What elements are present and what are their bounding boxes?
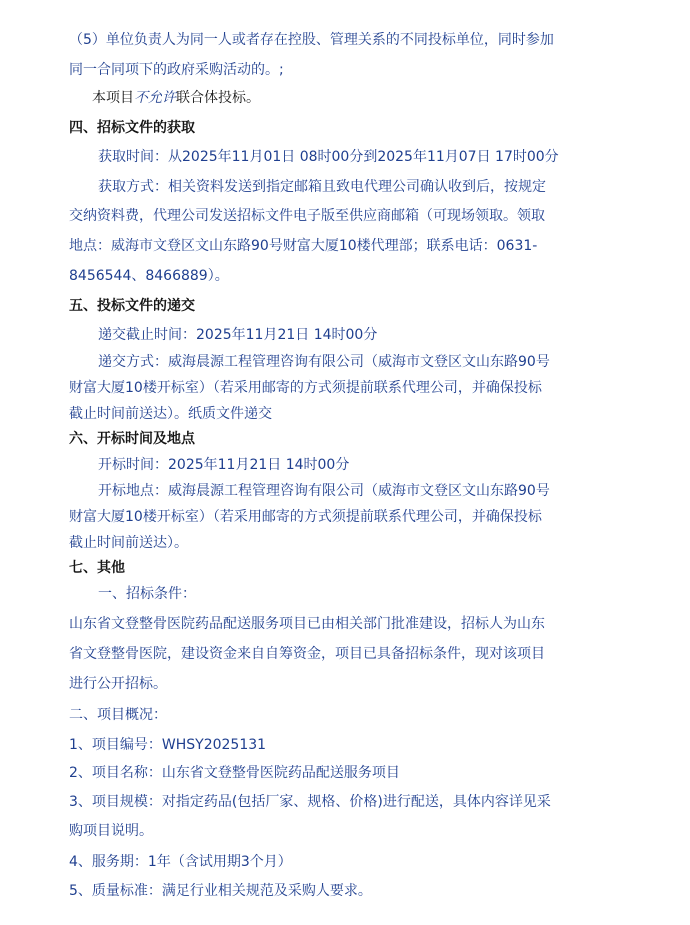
- paragraph-line: 递交方式：威海晨源工程管理咨询有限公司（威海市文登区文山东路90号: [98, 354, 550, 370]
- paragraph-line: 山东省文登整骨医院药品配送服务项目已由相关部门批准建设，招标人为山东: [69, 616, 545, 632]
- paragraph-line: 4、服务期：1年（含试用期3个月）: [69, 854, 292, 870]
- text-fragment: 联合体投标。: [176, 90, 260, 106]
- paragraph-line: 二、项目概况：: [69, 707, 167, 723]
- section-heading: 七、其他: [69, 560, 125, 576]
- paragraph-line: 地点：威海市文登区文山东路90号财富大厦10楼代理部；联系电话：0631-: [69, 238, 538, 254]
- paragraph-line: 8456544、8466889）。: [69, 268, 229, 284]
- text-fragment: 本项目: [92, 90, 134, 106]
- paragraph-line: [92, 88, 260, 108]
- paragraph-line: 截止时间前送达）。纸质文件递交: [69, 406, 272, 422]
- paragraph-line: 开标地点：威海晨源工程管理咨询有限公司（威海市文登区文山东路90号: [98, 483, 550, 499]
- section-heading: 六、开标时间及地点: [69, 431, 195, 447]
- paragraph-line: 同一合同项下的政府采购活动的。;: [69, 62, 284, 78]
- paragraph-line: 递交截止时间：2025年11月21日 14时00分: [98, 327, 378, 343]
- paragraph-line: （5）单位负责人为同一人或者存在控股、管理关系的不同投标单位，同时参加: [69, 32, 554, 48]
- paragraph-line: 3、项目规模：对指定药品(包括厂家、规格、价格)进行配送，具体内容详见采: [69, 794, 551, 810]
- section-heading: 五、投标文件的递交: [69, 298, 195, 314]
- paragraph-line: 2、项目名称：山东省文登整骨医院药品配送服务项目: [69, 765, 400, 781]
- paragraph-line: 省文登整骨医院，建设资金来自自筹资金，项目已具备招标条件，现对该项目: [69, 646, 545, 662]
- paragraph-line: 进行公开招标。: [69, 676, 167, 692]
- paragraph-line: 1、项目编号：WHSY2025131: [69, 737, 267, 753]
- paragraph-line: 获取方式：相关资料发送到指定邮箱且致电代理公司确认收到后，按规定: [98, 179, 546, 195]
- section-heading: 四、招标文件的获取: [69, 120, 195, 136]
- paragraph-line: 一、招标条件：: [98, 586, 196, 602]
- paragraph-line: 财富大厦10楼开标室）（若采用邮寄的方式须提前联系代理公司，并确保投标: [69, 380, 542, 396]
- handwritten-text: 不允许: [134, 90, 176, 106]
- paragraph-line: 购项目说明。: [69, 823, 153, 839]
- paragraph-line: 5、质量标准：满足行业相关规范及采购人要求。: [69, 883, 372, 899]
- paragraph-line: 获取时间：从2025年11月01日 08时00分到2025年11月07日 17时00分: [98, 149, 559, 165]
- paragraph-line: 交纳资料费，代理公司发送招标文件电子版至供应商邮箱（可现场领取。领取: [69, 208, 545, 224]
- paragraph-line: 截止时间前送达）。: [69, 535, 188, 551]
- paragraph-line: 财富大厦10楼开标室）（若采用邮寄的方式须提前联系代理公司，并确保投标: [69, 509, 542, 525]
- paragraph-line: 开标时间：2025年11月21日 14时00分: [98, 457, 350, 473]
